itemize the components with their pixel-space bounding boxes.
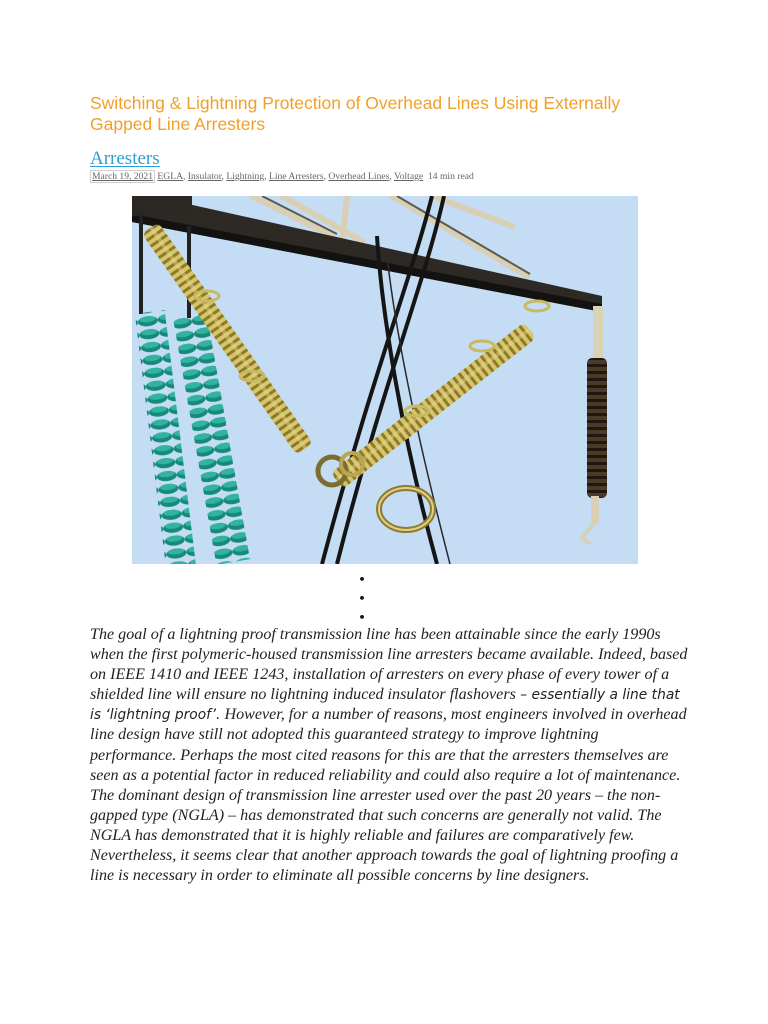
category-link[interactable]: Arresters bbox=[90, 148, 160, 169]
tag-link-lightning[interactable]: Lightning bbox=[226, 171, 265, 182]
hanger-post bbox=[593, 306, 603, 361]
date-link[interactable]: March 19, 2021 bbox=[92, 171, 154, 182]
tag-link-insulator[interactable]: Insulator bbox=[187, 171, 222, 182]
tag-link-egla[interactable]: EGLA bbox=[157, 171, 183, 182]
article-title: Switching & Lightning Protection of Overhead Lines Using Externally Gapped Line Arresters bbox=[90, 93, 621, 134]
section-separator: • • • bbox=[358, 573, 366, 624]
body-text-part3: However, for a number of reasons, most engineers involved in overhead line design have still not adopted this guaranteed strategy to improve lightning performance. Perhaps the most cited reasons for this are that the arresters themselves are seen as a potential factor in reduced reliability and could also require a lot of maintenance. The dominant design of transmission line arrester used over the past 20 years – the non-gapped type (NGLA) – has demonstrated that such concerns are generally not valid. The NGLA has demonstrated that it is highly reliable and failures are comparatively few. Nevertheless, it seems clear that another approach towards the goal of lightning proofing a line is necessary in order to eliminate all possible concerns by line designers. bbox=[90, 706, 687, 885]
arrester-illustration bbox=[132, 196, 638, 564]
tag-link-voltage[interactable]: Voltage bbox=[394, 171, 424, 182]
body-text-part1: The goal of a lightning proof transmission line has been attainable since the early 1990s when the first polymeric-housed transmission line arresters became available. Indeed, based on IEEE 1410 and IEEE 1243, installation of arresters on every phase of every tower of a shielded line will ensure no lightning induced insulator flashovers bbox=[90, 626, 688, 704]
tag-link-overhead-lines[interactable]: Overhead Lines bbox=[328, 171, 390, 182]
tag-link-line-arresters[interactable]: Line Arresters bbox=[268, 171, 324, 182]
article-meta: March 19, 2021 EGLA, Insulator, Lightning, Line Arresters, Overhead Lines, Voltage 14 min read bbox=[92, 171, 474, 182]
body-text-part2: – essentially a line that is ‘lightning proof’. bbox=[90, 687, 680, 724]
read-time: 14 min read bbox=[427, 171, 474, 182]
article-photo bbox=[132, 196, 638, 564]
article-body bbox=[90, 625, 688, 886]
